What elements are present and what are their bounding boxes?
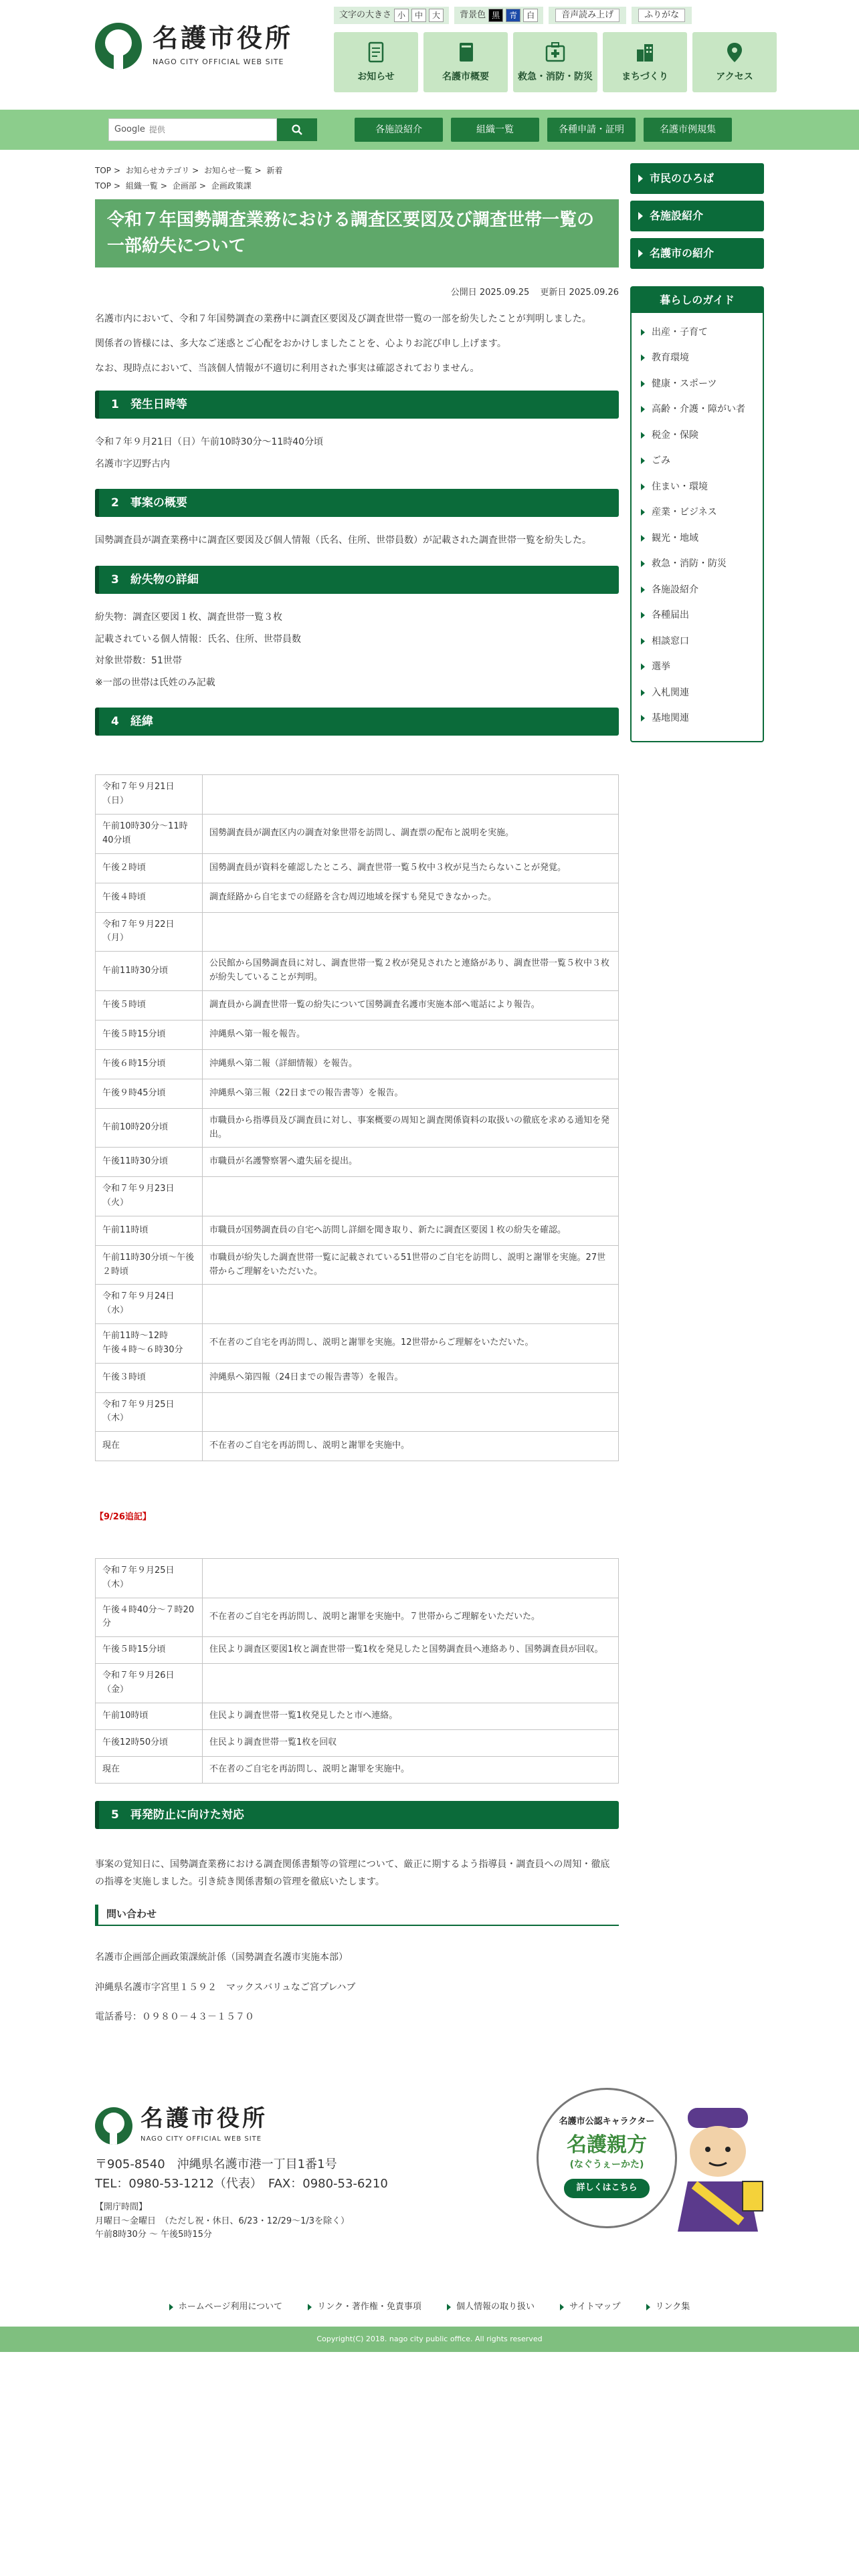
notice-icon — [364, 40, 388, 64]
section-text: 名護市字辺野古内 — [95, 458, 170, 469]
table-row — [96, 990, 619, 1020]
search-bar — [0, 110, 859, 150]
section-text: ※一部の世帯は氏姓のみ記載 — [95, 677, 215, 688]
arrow-right-icon — [641, 663, 645, 670]
timeline-time-cell: 午後４時頃 — [96, 883, 203, 912]
timeline-time-cell: 午後11時30分頃 — [96, 1148, 203, 1177]
life-guide-item[interactable]: 救急・消防・防災 — [641, 551, 753, 577]
mascot-label: 名護市公認キャラクター — [559, 2116, 655, 2127]
section-text: 国勢調査員が調査業務中に調査区要図及び個人情報（氏名、住所、世帯員数）が記載された調査世帯一覧を紛失した。 — [95, 535, 591, 546]
arrow-right-icon — [638, 212, 643, 220]
arrow-right-icon — [560, 2304, 564, 2311]
global-nav — [334, 32, 777, 92]
voice-reader-button[interactable]: 音声読み上げ — [549, 7, 626, 24]
section-text: 紛失物：調査区要図１枚、調査世帯一覧３枚 — [95, 611, 282, 623]
published-date: 公開日 2025.09.25 — [450, 287, 530, 298]
footer-link-site-usage[interactable]: ホームページ利用について — [169, 2300, 282, 2315]
font-size-label: 文字の大きさ — [339, 9, 392, 20]
timeline-time-cell: 午後６時15分頃 — [96, 1049, 203, 1079]
timeline-event-cell: 不在者のご自宅を再訪問し、説明と謝罪を実施中。 — [203, 1756, 619, 1783]
font-size-small-button[interactable]: 小 — [394, 9, 409, 22]
life-guide-item[interactable]: ごみ — [641, 448, 753, 474]
furigana-button[interactable]: ふりがな — [632, 7, 692, 24]
timeline-time-cell: 午後３時頃 — [96, 1363, 203, 1392]
timeline-event-cell: 不在者のご自宅を再訪問し、説明と謝罪を実施。12世帯からご理解をいただいた。 — [203, 1324, 619, 1364]
timeline-event-cell: 国勢調査員が調査区内の調査対象世帯を訪問し、調査票の配布と説明を実施。 — [203, 814, 619, 853]
breadcrumb-current: 新着 — [266, 166, 283, 175]
life-guide-item[interactable]: 観光・地域 — [641, 526, 753, 552]
article-intro — [95, 310, 619, 377]
timeline-time-cell: 午前11時頃 — [96, 1216, 203, 1245]
timeline-event-cell: 住民より調査世帯一覧1枚を回収 — [203, 1729, 619, 1756]
timeline-event-cell: 沖縄県へ第四報（24日までの報告書等）を報告。 — [203, 1363, 619, 1392]
timeline-event-cell: 公民館から国勢調査員に対し、調査世帯一覧２枚が発見されたと連絡があり、調査世帯一覧５枚中３枚が紛失していることが判明。 — [203, 952, 619, 991]
timeline-event-cell: 国勢調査員が資料を確認したところ、調査世帯一覧５枚中３枚が見当たらないことが発覚。 — [203, 853, 619, 883]
mascot-banner[interactable] — [537, 2088, 764, 2248]
arrow-right-icon — [641, 457, 645, 464]
intro-paragraph: 名護市内において、令和７年国勢調査の業務中に調査区要図及び調査世帯一覧の一部を紛失したことが判明しました。 — [95, 314, 591, 325]
timeline-time-cell: 現在 — [96, 1432, 203, 1461]
arrow-right-icon — [641, 484, 645, 490]
footer-links — [0, 2300, 859, 2315]
contact-line: 沖縄県名護市字宮里１５９２ マックスバリュなご宮プレハブ — [95, 1981, 356, 1993]
timeline-time-cell: 令和７年９月23日（火） — [96, 1177, 203, 1216]
table-row — [96, 1598, 619, 1637]
section-text: 令和７年９月21日（日）午前10時30分～11時40分頃 — [95, 437, 324, 448]
section-heading-lost-items: 3 紛失物の詳細 — [95, 566, 619, 594]
arrow-right-icon — [641, 432, 645, 439]
arrow-right-icon — [641, 586, 645, 593]
mascot-kana: (なぐうぇーかた) — [569, 2159, 644, 2170]
timeline-time-cell: 午前11時～12時 午後４時～６時30分 — [96, 1324, 203, 1364]
search-field — [108, 118, 277, 141]
timeline-time-cell: 午後４時40分～７時20分 — [96, 1598, 203, 1637]
life-guide-item[interactable]: 税金・保険 — [641, 423, 753, 449]
timeline-event-cell: 市職員が名護警察署へ遺失届を提出。 — [203, 1148, 619, 1177]
section-overview — [95, 532, 619, 550]
timeline-time-cell: 午後５時15分頃 — [96, 1020, 203, 1049]
timeline-event-cell — [203, 1285, 619, 1324]
arrow-right-icon — [641, 689, 645, 696]
updated-date: 更新日 2025.09.26 — [540, 287, 619, 298]
table-row — [96, 883, 619, 912]
timeline-time-cell: 午前11時30分頃 — [96, 952, 203, 991]
timeline-time-cell: 令和７年９月21日（日） — [96, 775, 203, 815]
arrow-right-icon — [447, 2304, 451, 2311]
quick-link-applications[interactable]: 各種申請・証明 — [547, 118, 636, 142]
table-row — [96, 775, 619, 815]
timeline-time-cell: 午後５時15分頃 — [96, 1637, 203, 1664]
site-logo[interactable] — [95, 23, 293, 70]
gnav-overview[interactable]: 名護市概要 — [423, 32, 508, 92]
footer-logo-subtitle: NAGO CITY OFFICIAL WEB SITE — [140, 2135, 262, 2143]
timeline-event-cell: 市職員が紛失した調査世帯一覧に記載されている51世帯のご自宅を訪問し、説明と謝罪を実施。27世帯からご理解をいただいた。 — [203, 1245, 619, 1285]
life-guide-item[interactable]: 健康・スポーツ — [641, 371, 753, 397]
arrow-right-icon — [641, 638, 645, 645]
gnav-emergency[interactable]: 救急・消防・防災 — [513, 32, 597, 92]
font-size-large-button[interactable]: 大 — [429, 9, 444, 22]
bg-white-button[interactable]: 白 — [523, 9, 538, 22]
arrow-right-icon — [638, 249, 643, 257]
table-row — [96, 1363, 619, 1392]
timeline-event-cell — [203, 1559, 619, 1598]
breadcrumb-link[interactable]: TOP — [95, 166, 112, 175]
table-row — [96, 1148, 619, 1177]
section-text: 対象世帯数：51世帯 — [95, 655, 182, 667]
utility-bar — [334, 7, 692, 24]
table-row — [96, 1216, 619, 1245]
office-hours: 【開庁時間】 月曜日～金曜日 （ただし祝・休日、6/23・12/29～1/3を除く） 午前8時30分 ～ 午後5時15分 — [95, 2202, 350, 2240]
timeline-event-cell: 不在者のご自宅を再訪問し、説明と謝罪を実施中。 — [203, 1432, 619, 1461]
bg-blue-button[interactable]: 青 — [506, 9, 520, 22]
life-guide-item[interactable]: 出産・子育て — [641, 320, 753, 346]
breadcrumb-link[interactable]: TOP — [95, 181, 112, 191]
timeline-event-cell — [203, 1664, 619, 1703]
logo-mark-icon — [95, 23, 142, 70]
breadcrumb-link[interactable]: 組織一覧 — [125, 181, 158, 191]
sidebar — [630, 163, 764, 2026]
timeline-time-cell: 令和７年９月24日（水） — [96, 1285, 203, 1324]
arrow-right-icon — [169, 2304, 173, 2311]
sidebar-citizens-plaza[interactable]: 市民のひろば — [630, 163, 764, 194]
breadcrumb-link[interactable]: お知らせカテゴリ — [125, 166, 190, 175]
timeline-time-cell: 午後２時頃 — [96, 853, 203, 883]
contact-info — [95, 1949, 619, 2026]
table-row — [96, 1664, 619, 1703]
copyright: Copyright(C) 2018. nago city public office. All rights reserved — [0, 2327, 859, 2352]
breadcrumb-current: 企画政策課 — [211, 181, 252, 191]
breadcrumb: TOP > お知らせカテゴリ > お知らせ一覧 > 新着 TOP > 組織一覧 > 企画部 > 企画政策課 — [95, 166, 283, 191]
mascot-circle — [537, 2088, 677, 2228]
site-footer — [95, 2107, 764, 2280]
section-heading-datetime: 1 発生日時等 — [95, 391, 619, 419]
font-size-medium-button[interactable]: 中 — [411, 9, 426, 22]
section-heading-prevention: 5 再発防止に向けた対応 — [95, 1801, 619, 1829]
timeline-time-cell: 現在 — [96, 1756, 203, 1783]
timeline-event-cell: 沖縄県へ第二報（詳細情報）を報告。 — [203, 1049, 619, 1079]
page-title: 令和７年国勢調査業務における調査区要図及び調査世帯一覧の一部紛失について — [95, 199, 619, 267]
life-guide-item[interactable]: 教育環境 — [641, 345, 753, 371]
timeline-time-cell: 令和７年９月25日（木） — [96, 1559, 203, 1598]
table-row — [96, 1285, 619, 1324]
timeline-event-cell — [203, 1177, 619, 1216]
table-row — [96, 952, 619, 991]
section-datetime — [95, 433, 619, 473]
section-text: 記載されている個人情報：氏名、住所、世帯員数 — [95, 633, 301, 645]
breadcrumb-link[interactable]: お知らせ一覧 — [203, 166, 252, 175]
life-guide-item[interactable]: 入札関連 — [641, 680, 753, 706]
life-guide-item[interactable]: 産業・ビジネス — [641, 500, 753, 526]
timeline-event-cell: 住民より調査世帯一覧1枚発見したと市へ連絡。 — [203, 1703, 619, 1729]
timeline-time-cell: 午前10時30分～11時40分頃 — [96, 814, 203, 853]
search-input[interactable] — [149, 125, 270, 134]
table-row — [96, 1729, 619, 1756]
quick-links — [355, 118, 732, 142]
arrow-right-icon — [638, 175, 643, 183]
timeline-time-cell: 午前11時30分頃～午後２時頃 — [96, 1245, 203, 1285]
timeline-event-cell — [203, 775, 619, 815]
table-row — [96, 1108, 619, 1148]
timeline-event-cell: 不在者のご自宅を再訪問し、説明と謝罪を実施中。７世帯からご理解をいただいた。 — [203, 1598, 619, 1637]
gnav-access[interactable]: アクセス — [692, 32, 777, 92]
footer-link-links[interactable]: リンク集 — [646, 2300, 690, 2315]
timeline-event-cell — [203, 1392, 619, 1432]
timeline-event-cell: 調査経路から自宅までの経路を含む周辺地域を探すも発見できなかった。 — [203, 883, 619, 912]
table-row — [96, 1559, 619, 1598]
timeline-event-cell: 調査員から調査世帯一覧の紛失について国勢調査名護市実施本部へ電話により報告。 — [203, 990, 619, 1020]
life-guide — [630, 286, 764, 742]
logo-mark-icon — [95, 2107, 132, 2145]
timeline-event-cell — [203, 912, 619, 952]
arrow-right-icon — [641, 612, 645, 619]
timeline-time-cell: 午前10時頃 — [96, 1703, 203, 1729]
section-prevention — [95, 1856, 619, 1891]
timeline-time-cell: 午前10時20分頃 — [96, 1108, 203, 1148]
intro-paragraph: なお、現時点において、当該個人情報が不適切に利用された事実は確認されておりません。 — [95, 362, 480, 374]
life-guide-title: 暮らしのガイド — [632, 288, 763, 313]
book-icon — [454, 40, 478, 64]
arrow-right-icon — [641, 329, 645, 336]
gnav-town[interactable]: まちづくり — [603, 32, 687, 92]
mascot-illustration-icon — [668, 2101, 768, 2235]
timeline-time-cell: 令和７年９月26日（金） — [96, 1664, 203, 1703]
table-row — [96, 814, 619, 853]
timeline-table-addendum — [95, 1558, 619, 1784]
mascot-name: 名護親方 — [567, 2133, 647, 2157]
mascot-details-button[interactable]: 詳しくはこちら — [564, 2179, 649, 2198]
gnav-notice[interactable]: お知らせ — [334, 32, 418, 92]
timeline-time-cell: 午後９時45分頃 — [96, 1079, 203, 1108]
arrow-right-icon — [641, 509, 645, 516]
table-row — [96, 1049, 619, 1079]
arrow-right-icon — [641, 354, 645, 361]
contact-heading: 問い合わせ — [95, 1905, 619, 1926]
section-heading-overview: 2 事案の概要 — [95, 489, 619, 517]
breadcrumb-link[interactable]: 企画部 — [172, 181, 197, 191]
first-aid-icon — [543, 40, 567, 64]
table-row — [96, 1637, 619, 1664]
life-guide-item[interactable]: 相談窓口 — [641, 629, 753, 655]
footer-link-privacy[interactable]: 個人情報の取り扱い — [447, 2300, 535, 2315]
map-pin-icon — [723, 40, 747, 64]
sidebar-facilities[interactable]: 各施設紹介 — [630, 201, 764, 231]
table-row — [96, 912, 619, 952]
table-row — [96, 1245, 619, 1285]
life-guide-item[interactable]: 高齢・介護・障がい者 — [641, 397, 753, 423]
arrow-right-icon — [308, 2304, 312, 2311]
table-row — [96, 1756, 619, 1783]
life-guide-item[interactable]: 基地関連 — [641, 706, 753, 732]
timeline-event-cell: 住民より調査区要図1枚と調査世帯一覧1枚を発見したと国勢調査員へ連絡あり、国勢調査員が回収。 — [203, 1637, 619, 1664]
arrow-right-icon — [641, 381, 645, 387]
quick-link-organization[interactable]: 組織一覧 — [451, 118, 539, 142]
table-row — [96, 1020, 619, 1049]
arrow-right-icon — [641, 715, 645, 722]
arrow-right-icon — [641, 560, 645, 567]
section-heading-timeline: 4 経緯 — [95, 708, 619, 736]
footer-link-sitemap[interactable]: サイトマップ — [560, 2300, 621, 2315]
life-guide-item[interactable]: 各施設紹介 — [641, 577, 753, 603]
timeline-time-cell: 午後５時頃 — [96, 990, 203, 1020]
timeline-table — [95, 774, 619, 1461]
arrow-right-icon — [641, 406, 645, 413]
timeline-time-cell: 午後12時50分頃 — [96, 1729, 203, 1756]
table-row — [96, 1079, 619, 1108]
footer-address: 〒905-8540 沖縄県名護市港一丁目1番1号 TEL：0980-53-1212（代表） FAX：0980-53-6210 — [95, 2155, 764, 2194]
search-button[interactable] — [277, 118, 317, 141]
arrow-right-icon — [641, 535, 645, 542]
sidebar-nago-intro[interactable]: 名護市の紹介 — [630, 238, 764, 269]
quick-link-regulations[interactable]: 名護市例規集 — [644, 118, 732, 142]
font-size-control — [334, 7, 449, 24]
logo-title: 名護市役所 — [153, 23, 294, 53]
timeline-event-cell: 沖縄県へ第一報を報告。 — [203, 1020, 619, 1049]
table-row — [96, 1703, 619, 1729]
table-row — [96, 1177, 619, 1216]
bg-color-control — [454, 7, 543, 24]
timeline-event-cell: 市職員が国勢調査員の自宅へ訪問し詳細を聞き取り、新たに調査区要図１枚の紛失を確認。 — [203, 1216, 619, 1245]
arrow-right-icon — [646, 2304, 650, 2311]
addendum-label: 【9/26追記】 — [95, 1512, 151, 1523]
footer-link-copyright[interactable]: リンク・著作権・免責事項 — [308, 2300, 421, 2315]
google-label: Google — [114, 124, 145, 134]
table-row — [96, 1392, 619, 1432]
quick-link-facilities[interactable]: 各施設紹介 — [355, 118, 443, 142]
section-text: 事案の覚知日に、国勢調査業務における調査関係書類等の管理について、厳正に期するよう指導員・調査員への周知・徹底の指導を実施しました。引き続き関係書類の管理を徹底いたします。 — [95, 1858, 610, 1888]
main-content — [95, 163, 619, 2026]
timeline-event-cell: 沖縄県へ第三報（22日までの報告書等）を報告。 — [203, 1079, 619, 1108]
timeline-time-cell: 令和７年９月25日（木） — [96, 1392, 203, 1432]
search-icon — [291, 124, 303, 136]
life-guide-list — [632, 313, 763, 741]
footer-phone: TEL：0980-53-1212（代表） FAX：0980-53-6210 — [95, 2177, 388, 2191]
building-icon — [633, 40, 657, 64]
section-lost-items — [95, 609, 619, 691]
life-guide-item[interactable]: 選挙 — [641, 654, 753, 680]
article-dates — [95, 286, 619, 300]
table-row — [96, 853, 619, 883]
bg-color-label: 背景色 — [460, 9, 486, 20]
footer-logo-title: 名護市役所 — [140, 2105, 268, 2132]
intro-paragraph: 関係者の皆様には、多大なご迷惑とご心配をおかけしましたことを、心よりお詫び申し上げます。 — [95, 338, 506, 349]
bg-black-button[interactable]: 黒 — [488, 9, 503, 22]
contact-line: 名護市企画部企画政策課統計係（国勢調査名護市実施本部） — [95, 1952, 348, 1963]
table-row — [96, 1324, 619, 1364]
life-guide-item[interactable]: 住まい・環境 — [641, 474, 753, 500]
site-header — [95, 0, 764, 100]
contact-line: 電話番号：０９８０－４３－１５７０ — [95, 2012, 254, 2023]
timeline-time-cell: 令和７年９月22日（月） — [96, 912, 203, 952]
logo-subtitle: NAGO CITY OFFICIAL WEB SITE — [153, 58, 284, 67]
timeline-event-cell: 市職員から指導員及び調査員に対し、事案概要の周知と調査関係資料の取扱いの徹底を求める通知を発出。 — [203, 1108, 619, 1148]
life-guide-item[interactable]: 各種届出 — [641, 603, 753, 629]
table-row — [96, 1432, 619, 1461]
